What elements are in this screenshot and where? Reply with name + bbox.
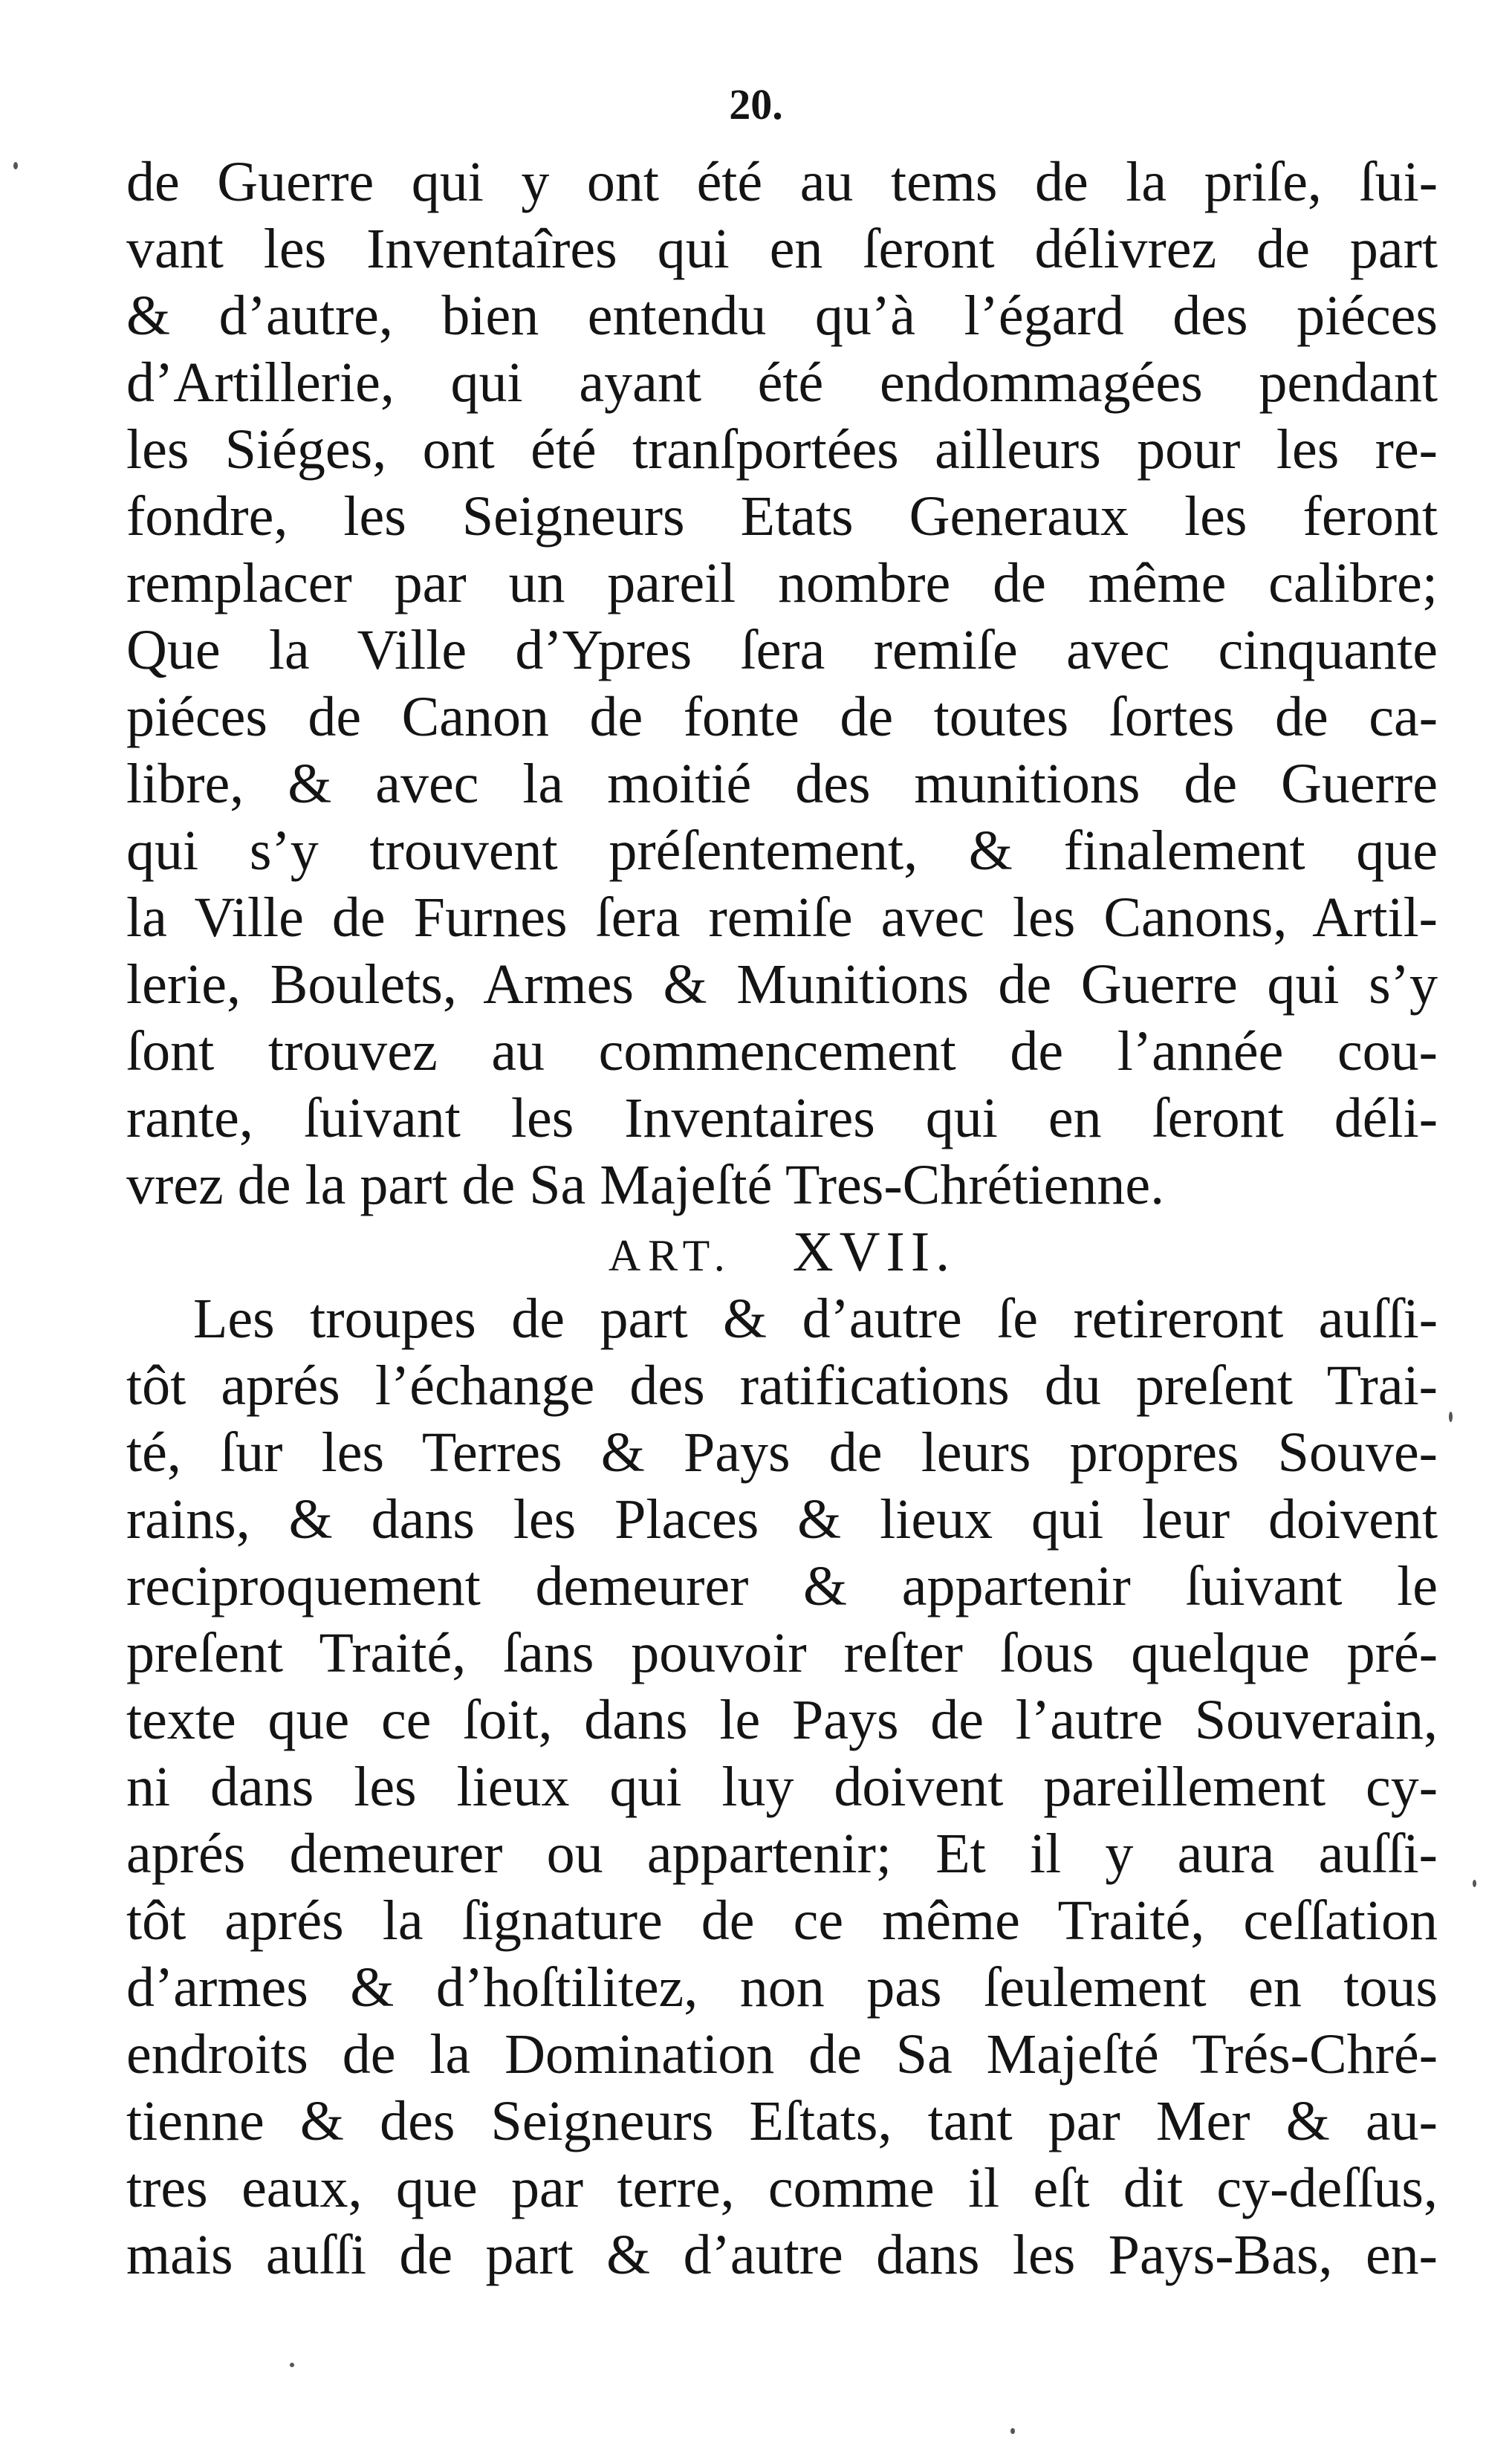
text-line: ſont trouvez au commencement de l’année cou- <box>126 1020 1438 1083</box>
page-number: 20. <box>729 80 783 129</box>
text-line: la Ville de Furnes ſera remiſe avec les Canons, Artil- <box>126 886 1438 949</box>
article-label: ART. <box>608 1231 733 1280</box>
text-line: tôt aprés l’échange des ratifications du preſent Trai- <box>126 1354 1438 1417</box>
text-line: vant les Inventaîres qui en ſeront délivrez de part <box>126 218 1438 280</box>
text-line: aprés demeurer ou appartenir; Et il y aura auſſi- <box>126 1823 1438 1885</box>
ink-speck <box>1449 1412 1453 1422</box>
ink-speck <box>290 2363 294 2367</box>
text-line: mais auſſi de part & d’autre dans les Pays-Bas, en- <box>126 2224 1438 2286</box>
text-line: vrez de la part de Sa Majeſté Tres-Chrétienne. <box>126 1154 1165 1216</box>
ink-speck <box>1473 1880 1476 1887</box>
text-line: d’Artillerie, qui ayant été endommagées pendant <box>126 351 1438 414</box>
text-line: les Siéges, ont été tranſportées ailleurs pour les re- <box>126 418 1438 481</box>
text-line: ni dans les lieux qui luy doivent pareillement cy- <box>126 1756 1438 1818</box>
text-line: & d’autre, bien entendu qu’à l’égard des piéces <box>126 285 1438 347</box>
text-line: tienne & des Seigneurs Eſtats, tant par Mer & au- <box>126 2090 1438 2152</box>
text-line: rains, & dans les Places & lieux qui leur doivent <box>126 1488 1438 1551</box>
body-text <box>126 149 1438 2288</box>
text-line: reciproquement demeurer & appartenir ſuivant le <box>126 1555 1438 1617</box>
text-line: endroits de la Domination de Sa Majeſté Trés-Chré- <box>126 2023 1438 2086</box>
text-line: remplacer par un pareil nombre de même calibre; <box>126 552 1438 614</box>
text-line: d’armes & d’hoſtilitez, non pas ſeulement en tous <box>126 1956 1438 2019</box>
text-line: texte que ce ſoit, dans le Pays de l’autre Souverain, <box>126 1689 1438 1751</box>
text-line: libre, & avec la moitié des munitions de Guerre <box>126 753 1438 815</box>
text-line: tres eaux, que par terre, comme il eſt dit cy-deſſus, <box>126 2157 1438 2219</box>
text-line: piéces de Canon de fonte de toutes ſortes de ca- <box>126 686 1438 748</box>
article-number: XVII. <box>792 1221 956 1283</box>
ink-speck <box>1010 2428 1015 2434</box>
text-line: rante, ſuivant les Inventaires qui en ſeront déli- <box>126 1087 1438 1149</box>
ink-speck <box>13 162 18 169</box>
text-line: fondre, les Seigneurs Etats Generaux les feront <box>126 485 1438 548</box>
text-line: Que la Ville d’Ypres ſera remiſe avec cinquante <box>126 619 1438 681</box>
article-heading <box>126 1218 1438 1285</box>
text-line: preſent Traité, ſans pouvoir reſter ſous quelque pré- <box>126 1622 1438 1684</box>
text-line: de Guerre qui y ont été au tems de la priſe, ſui- <box>126 151 1438 213</box>
text-line: tôt aprés la ſignature de ce même Traité, ceſſation <box>126 1889 1438 1952</box>
text-line: lerie, Boulets, Armes & Munitions de Guerre qui s’y <box>126 953 1438 1016</box>
text-line: Les troupes de part & d’autre ſe retireront auſſi- <box>193 1288 1438 1350</box>
text-line: té, ſur les Terres & Pays de leurs propres Souve- <box>126 1421 1438 1484</box>
text-line: qui s’y trouvent préſentement, & finalement que <box>126 820 1438 882</box>
